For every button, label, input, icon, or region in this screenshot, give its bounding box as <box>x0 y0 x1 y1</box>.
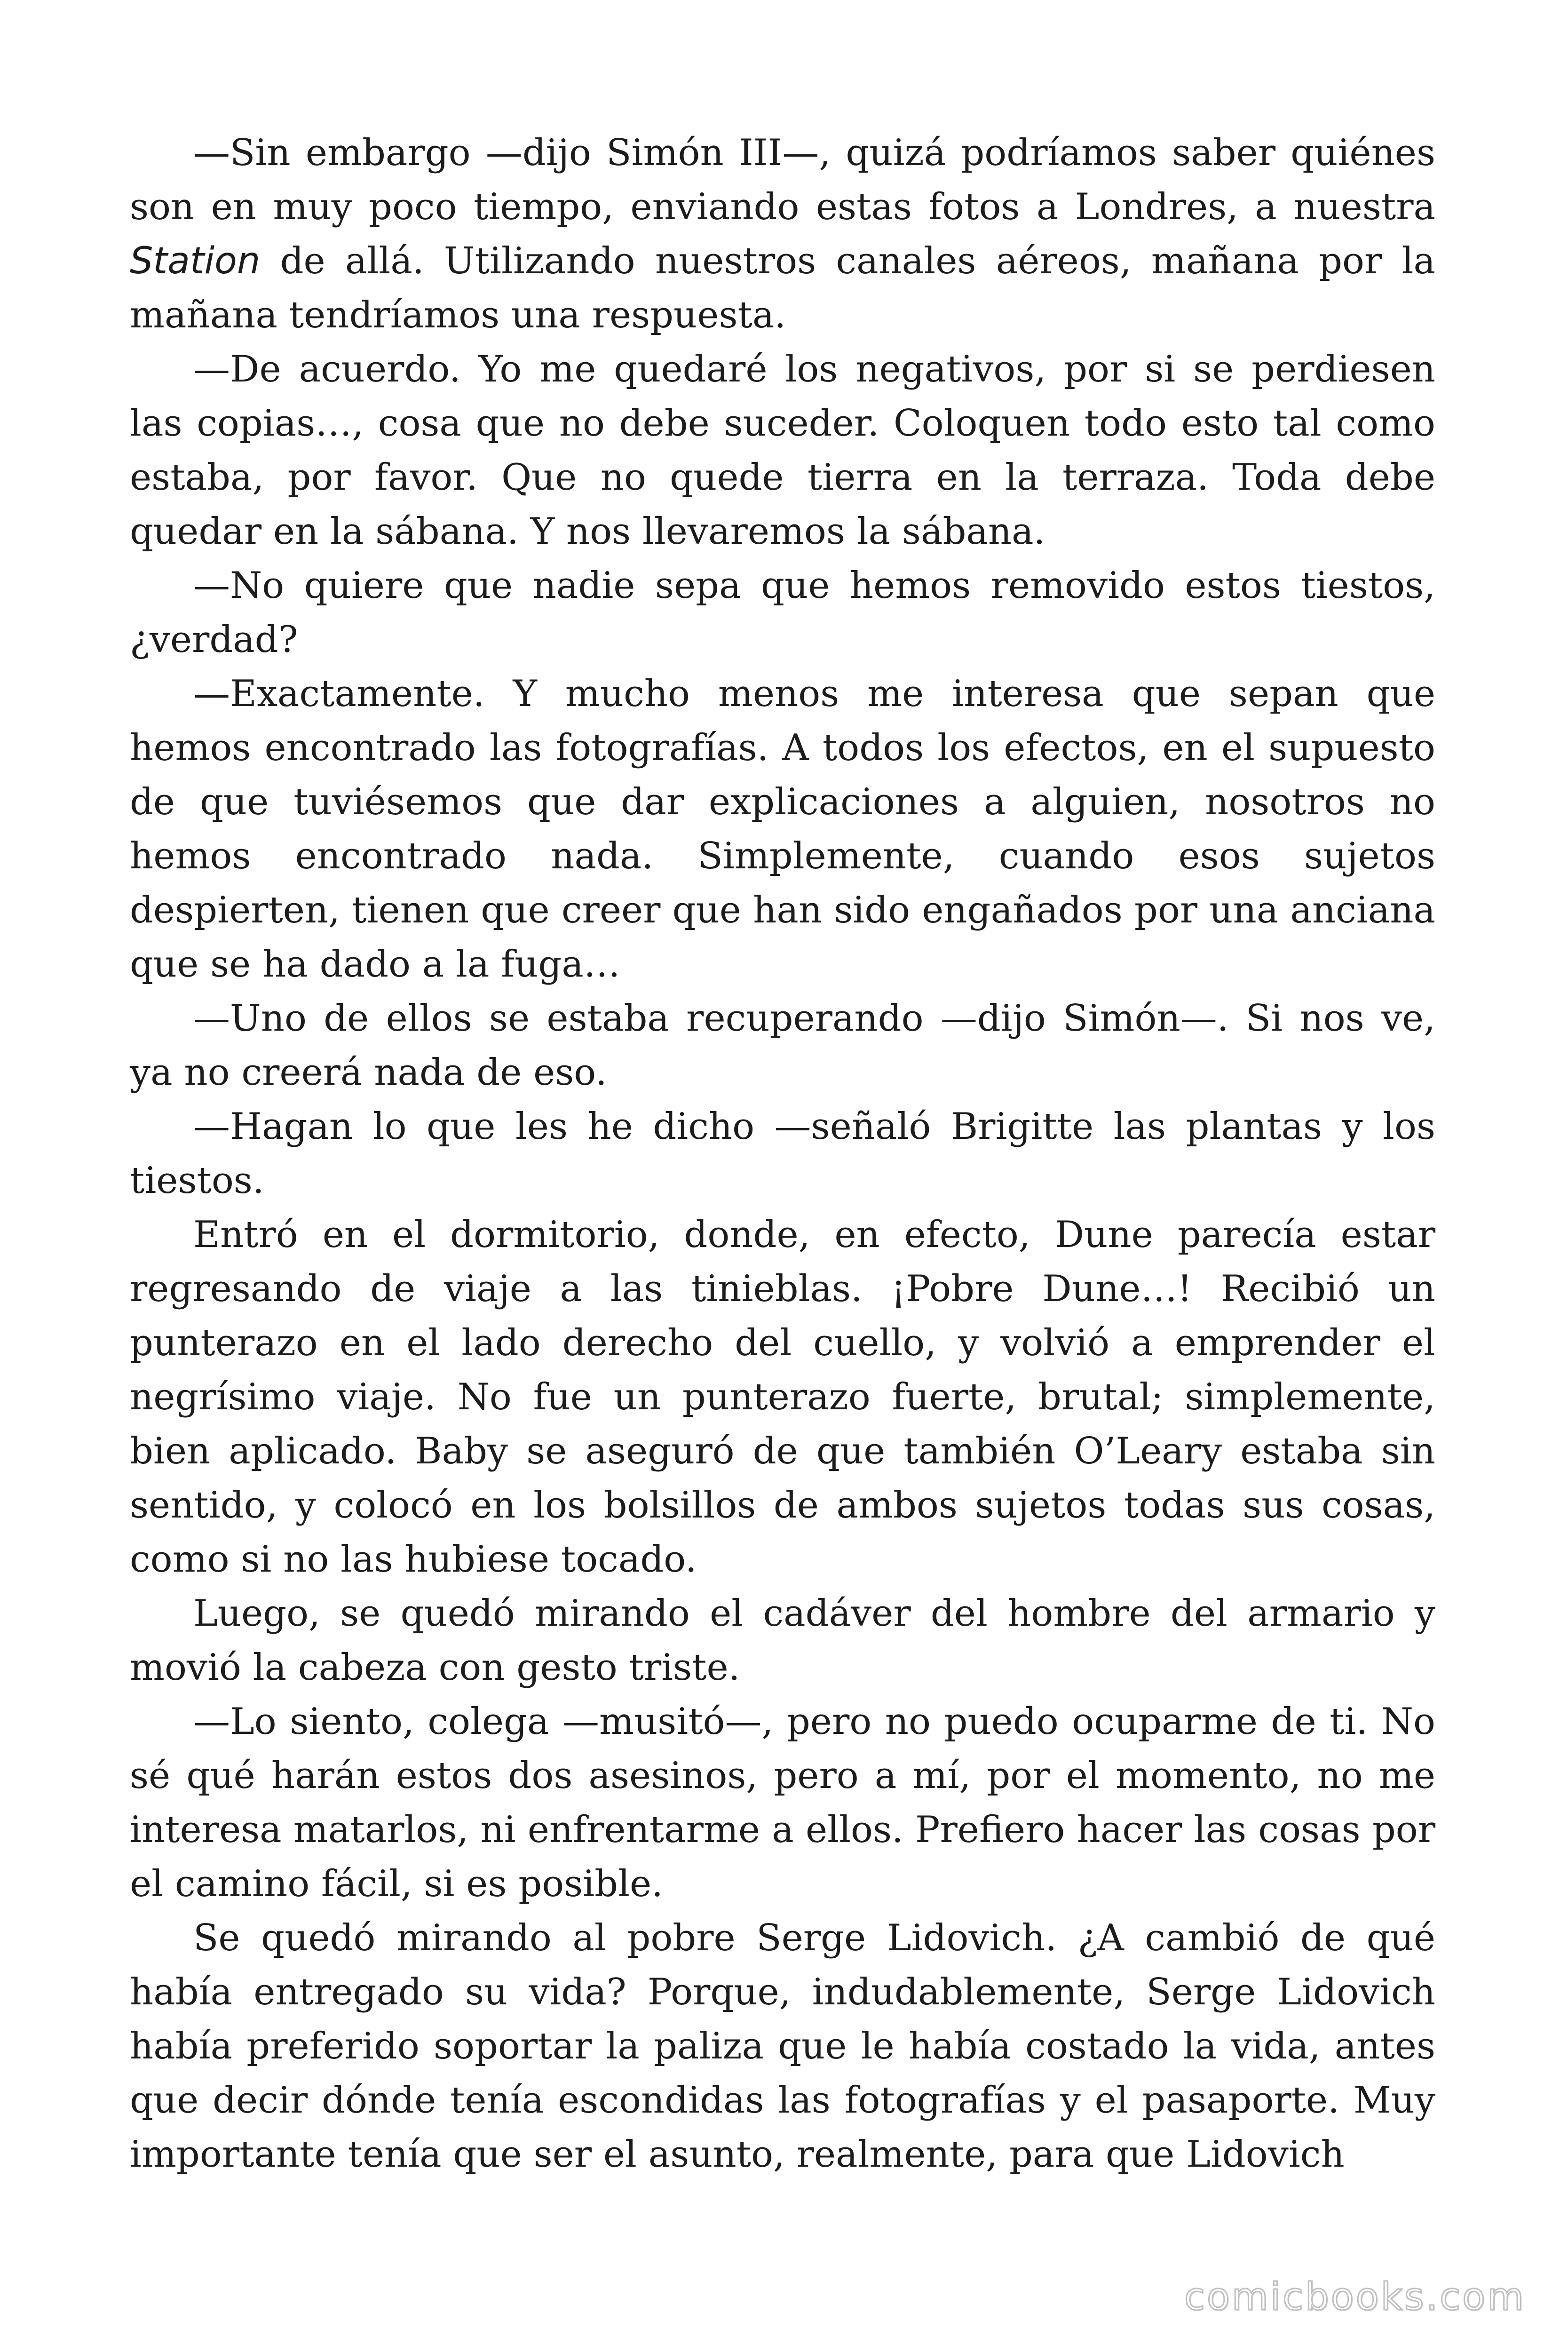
italic-word-station: Station <box>130 240 261 282</box>
paragraph-8: Luego, se quedó mirando el cadáver del hombre del armario y movió la cabeza con gesto triste. <box>130 1592 1435 1689</box>
paragraph-6: —Hagan lo que les he dicho —señaló Brigitte las plantas y los tiestos. <box>130 1105 1435 1202</box>
paragraph-10: Se quedó mirando al pobre Serge Lidovich. ¿A cambió de qué había entregado su vida? Porque, indudablemente, Serge Lidovich había preferido soportar la paliza que le había costado la vida, antes que decir dónde tenía escondidas las fotografías y el pasaporte. Muy importante tenía que ser el asunto, realmente, para que Lidovich <box>130 1917 1435 2176</box>
paragraph-1-text-end: de allá. Utilizando nuestros canales aéreos, mañana por la mañana tendríamos una respuesta. <box>130 240 1435 336</box>
paragraph-3: —No quiere que nadie sepa que hemos removido estos tiestos, ¿verdad? <box>130 564 1435 661</box>
paragraph-2: —De acuerdo. Yo me quedaré los negativos, por si se perdiesen las copias…, cosa que no debe suceder. Coloquen todo esto tal como estaba, por favor. Que no quede tierra en la terraza. Toda debe quedar en la sábana. Y nos llevaremos la sábana. <box>130 348 1435 553</box>
body-text <box>130 126 1435 2182</box>
paragraph-5: —Uno de ellos se estaba recuperando —dijo Simón—. Si nos ve, ya no creerá nada de eso. <box>130 997 1435 1094</box>
paragraph-4: —Exactamente. Y mucho menos me interesa que sepan que hemos encontrado las fotografías. A todos los efectos, en el supuesto de que tuviésemos que dar explicaciones a alguien, nosotros no hemos encontrado nada. Simplemente, cuando esos sujetos despierten, tienen que creer que han sido engañados por una anciana que se ha dado a la fuga… <box>130 673 1435 985</box>
paragraph-1 <box>130 126 1435 342</box>
paragraph-1-text-start: —Sin embargo —dijo Simón III—, quizá podríamos saber quiénes son en muy poco tiempo, enviando estas fotos a Londres, a nuestra <box>130 132 1435 228</box>
paragraph-7: Entró en el dormitorio, donde, en efecto, Dune parecía estar regresando de viaje a las tinieblas. ¡Pobre Dune…! Recibió un punterazo en el lado derecho del cuello, y volvió a emprender el negrísimo viaje. No fue un punterazo fuerte, brutal; simplemente, bien aplicado. Baby se aseguró de que también O’Leary estaba sin sentido, y colocó en los bolsillos de ambos sujetos todas sus cosas, como si no las hubiese tocado. <box>130 1214 1435 1581</box>
paragraph-9: —Lo siento, colega —musitó—, pero no puedo ocuparme de ti. No sé qué harán estos dos asesinos, pero a mí, por el momento, no me interesa matarlos, ni enfrentarme a ellos. Prefiero hacer las cosas por el camino fácil, si es posible. <box>130 1700 1435 1905</box>
watermark: comicbooks.com <box>1184 2275 1526 2319</box>
